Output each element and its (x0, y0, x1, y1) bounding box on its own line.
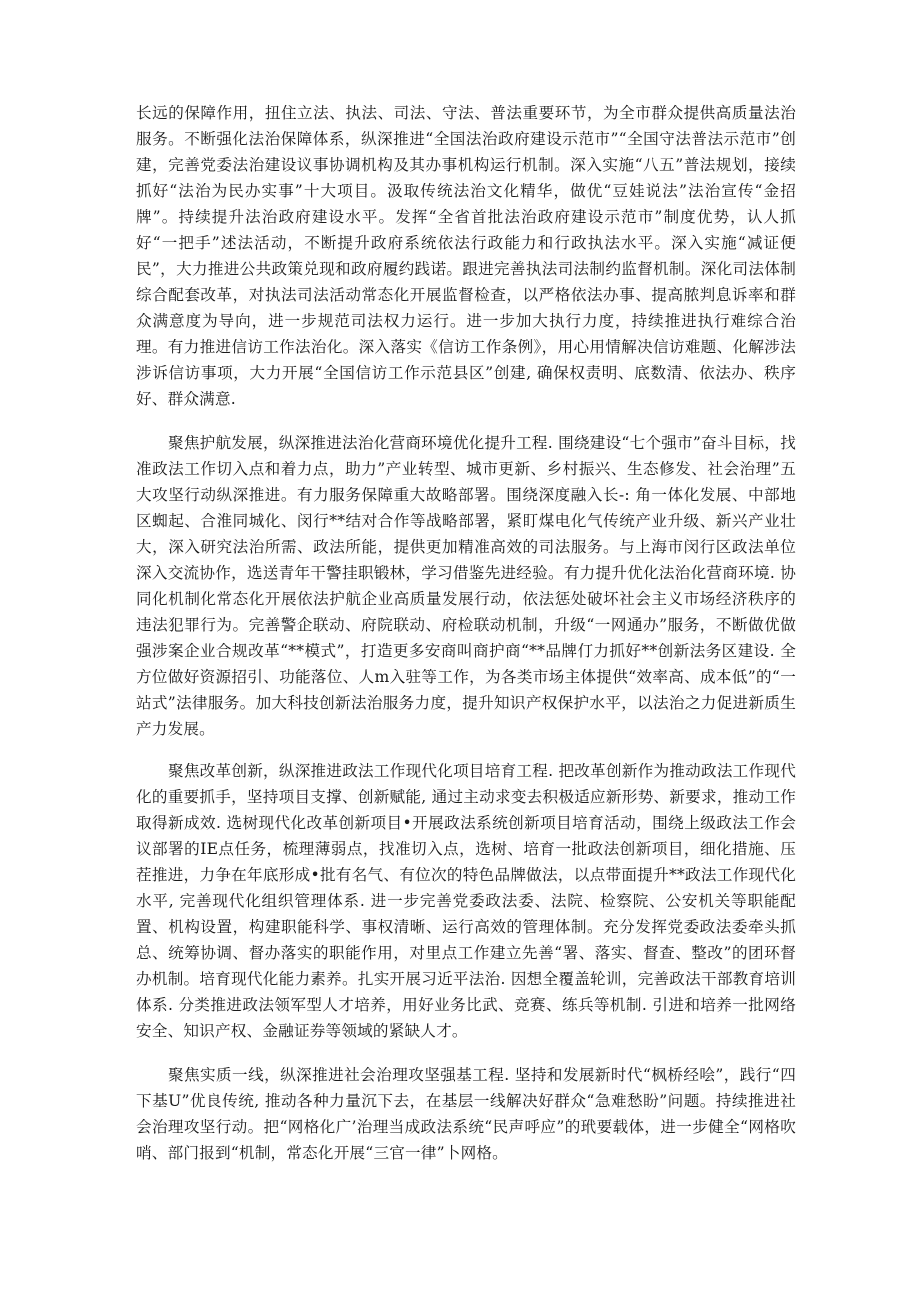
document-page (136, 100, 796, 1166)
paragraph-3: 聚焦改革创新，纵深推进政法工作现代化项目培育工程. 把改革创新作为推动政法工作现代化的重要抓手，坚持项目支撑、创新赋能, 通过主动求变去积极适应新形势、新要求，推动工作取得新成效. 选树现代化改革创新项目•开展政法系统创新项目培育活动，围绕上级政法工作会议部署的IE点任务，梳理薄弱点，找准切入点，选树、培育一批政法创新项目，细化措施、压茬推进，力争在年底形成•批有名气、有位次的特色品牌做法，以点带面提升**政法工作现代化水平, 完善现代化组织管理体系. 进一步完善党委政法委、法院、检察院、公安机关等职能配置、机构设置，构建职能科学、事权清晰、运行高效的管理体制。充分发挥党委政法委牵头抓总、统筹协调、督办落实的职能作用，对里点工作建立先善“署、落实、督查、整改”的团环督办机制。培育现代化能力素养。扎实开展习近平法治. 因想全覆盖轮训，完善政法干部教育培训体系. 分类推进政法领军型人才培养，用好业务比武、竞赛、练兵等机制. 引进和培养一批网络安全、知识产权、金融证券等领域的紧缺人才。 (136, 762, 796, 1040)
paragraph-1: 长远的保障作用，扭住立法、执法、司法、守法、普法重要环节，为全市群众提供高质量法治服务。不断强化法治保障体系，纵深推进“全国法治政府建设示范市”“全国守法普法示范市”创建，完善党委法治建设议事协调机构及其办事机构运行机制。深入实施“八五”普法规划，接续抓好“法治为民办实事”十大项目。汲取传统法治文化精华，做优“豆娃说法”法治宣传“金招牌”。持续提升法治政府建设水平。发挥“全省首批法治政府建设示范市”制度优势，认人抓好“一把手”述法活动，不断提升政府系统依法行政能力和行政执法水平。深入实施“减证便民”，大力推进公共政策兑现和政府履约践诺。跟进完善执法司法制约监督机制。深化司法体制综合配套改革，对执法司法活动常态化开展监督检查，以严格依法办事、提高脓判息诉率和群众满意度为导向，进一步规范司法权力运行。进一步加大执行力度，持续推进执行难综合治理。有力推进信访工作法治化。深入落实《信访工作条例》，用心用情解决信访难题、化解涉法涉诉信访事项，大力开展“全国信访工作示范县区”创建, 确保权责明、底数清、依法办、秩序好、群众满意. (136, 104, 796, 408)
paragraph-4: 聚焦实质一线，纵深推进社会治理攻坚强基工程. 坚持和发展新时代“枫桥经哙”，践行“四下基U”优良传统, 推动各种力量沉下去，在基层一线解决好群众“急难愁盼”问题。持续推进社会治理攻坚行动。把“网格化广’治理当成政法系统“民声呼应”的玳要载体，进一步健全“网格吹哨、部门报到“机制，常态化开展“三官一律”卜网格。 (136, 1066, 796, 1162)
paragraph-2: 聚焦护航发展，纵深推进法治化营商环境优化提升工程. 围绕建设“七个强市”奋斗目标，找准政法工作切入点和着力点，助力”产业转型、城市更新、乡村振兴、生态修发、社会治理”五大攻坚行动纵深推进。有力服务保障重大故略部署。围绕深度融入长-: 角一体化发展、中部地区蜘起、合淮同城化、闵行**结对合作等战略部署，紧盯煤电化气传统产业升级、新兴产业壮大，深入研究法治所需、政法所能，提供更加精准高效的司法服务。与上海市闵行区政法单位深入交流协作，选送青年干警挂职锻林，学习借鉴先进经验。有力提升优化法治化营商环境. 协同化机制化常态化开展依法护航企业高质量发展行动，依法惩处破坏社会主义市场经济秩序的违法犯罪行为。完善警企联动、府院联动、府检联动机制，升级“一网通办”服务，不断做优做强涉案企业合规改革“**模式”，打造更多安商叫商护商“**品牌仃力抓好**创新法务区建设. 全方位做好资源招引、功能落位、人m入驻等工作，为各类市场主体提供“效率高、成本低”的“一站式”法律服务。加大科技创新法治服务力度，提升知识产权保护水平，以法治之力促进新质生产力发展。 (136, 434, 796, 738)
